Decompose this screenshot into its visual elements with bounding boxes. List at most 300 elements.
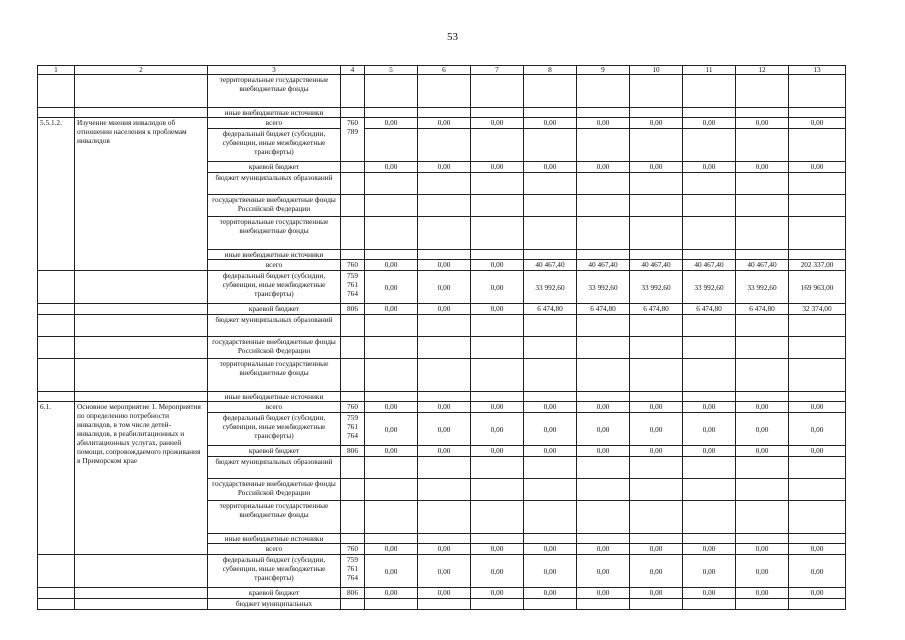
funding-source: федеральный бюджет (субсидии, субвенции, иные межбюджетные трансферты) [208, 413, 341, 446]
amount-cell [577, 75, 630, 108]
amount-cell [789, 173, 846, 195]
amount-cell [683, 457, 736, 479]
amount-cell [471, 75, 524, 108]
amount-cell [471, 457, 524, 479]
amount-cell: 0,00 [789, 555, 846, 588]
amount-cell [418, 392, 471, 402]
amount-cell: 0,00 [365, 544, 418, 555]
amount-cell [630, 534, 683, 544]
amount-cell: 6 474,80 [683, 304, 736, 315]
amount-cell: 0,00 [789, 544, 846, 555]
amount-cell [577, 173, 630, 195]
amount-cell [630, 173, 683, 195]
amount-cell: 0,00 [418, 446, 471, 457]
amount-cell [418, 217, 471, 250]
amount-cell: 0,00 [683, 544, 736, 555]
amount-cell [577, 129, 630, 162]
amount-cell: 0,00 [418, 555, 471, 588]
amount-cell: 0,00 [577, 544, 630, 555]
amount-cell [577, 392, 630, 402]
amount-cell [577, 315, 630, 337]
amount-cell [418, 599, 471, 610]
amount-cell [577, 337, 630, 359]
amount-cell [736, 501, 789, 534]
amount-cell: 0,00 [471, 555, 524, 588]
budget-code: 760 [341, 260, 365, 271]
amount-cell: 0,00 [365, 413, 418, 446]
table-row [38, 392, 846, 402]
amount-cell [630, 457, 683, 479]
table-row [38, 588, 846, 599]
item-number [38, 359, 75, 392]
amount-cell: 0,00 [365, 446, 418, 457]
amount-cell [736, 534, 789, 544]
amount-cell: 0,00 [418, 260, 471, 271]
budget-code [341, 173, 365, 195]
amount-cell [683, 315, 736, 337]
item-number [38, 271, 75, 304]
item-name [75, 108, 208, 118]
amount-cell [789, 457, 846, 479]
amount-cell [524, 534, 577, 544]
funding-source: государственные внебюджетные фонды Российской Федерации [208, 337, 341, 359]
amount-cell [630, 359, 683, 392]
amount-cell: 6 474,80 [630, 304, 683, 315]
funding-source: иные внебюджетные источники [208, 392, 341, 402]
funding-source: бюджет муниципальных образований [208, 315, 341, 337]
item-name [75, 304, 208, 315]
funding-source: территориальные государственные внебюджетные фонды [208, 75, 341, 108]
amount-cell [365, 392, 418, 402]
amount-cell [418, 359, 471, 392]
amount-cell [471, 217, 524, 250]
item-number [38, 315, 75, 337]
amount-cell: 0,00 [577, 402, 630, 413]
amount-cell [577, 250, 630, 260]
amount-cell [471, 501, 524, 534]
amount-cell: 33 992,60 [683, 271, 736, 304]
funding-source: краевой бюджет [208, 304, 341, 315]
amount-cell: 0,00 [630, 118, 683, 129]
amount-cell [789, 599, 846, 610]
amount-cell [471, 599, 524, 610]
amount-cell [630, 195, 683, 217]
amount-cell: 0,00 [789, 162, 846, 173]
amount-cell [577, 359, 630, 392]
amount-cell [736, 315, 789, 337]
amount-cell: 0,00 [789, 402, 846, 413]
funding-source: государственные внебюджетные фонды Российской Федерации [208, 195, 341, 217]
amount-cell [524, 195, 577, 217]
budget-code [341, 315, 365, 337]
amount-cell [418, 129, 471, 162]
amount-cell: 0,00 [471, 588, 524, 599]
amount-cell [524, 457, 577, 479]
funding-source: федеральный бюджет (субсидии, субвенции, иные межбюджетные трансферты) [208, 555, 341, 588]
item-number [38, 588, 75, 599]
amount-cell [524, 359, 577, 392]
table-row [38, 304, 846, 315]
amount-cell: 0,00 [577, 162, 630, 173]
table-row [38, 402, 846, 413]
budget-code: 759 761 764 [341, 555, 365, 588]
amount-cell: 0,00 [736, 555, 789, 588]
budget-code [341, 337, 365, 359]
amount-cell [524, 315, 577, 337]
amount-cell: 0,00 [524, 555, 577, 588]
amount-cell: 0,00 [577, 118, 630, 129]
amount-cell: 0,00 [418, 588, 471, 599]
amount-cell [365, 359, 418, 392]
amount-cell: 0,00 [418, 271, 471, 304]
amount-cell: 0,00 [683, 162, 736, 173]
amount-cell [418, 479, 471, 501]
amount-cell: 0,00 [630, 555, 683, 588]
item-number [38, 108, 75, 118]
item-name [75, 271, 208, 304]
funding-source: краевой бюджет [208, 588, 341, 599]
item-number [38, 555, 75, 588]
amount-cell [736, 217, 789, 250]
amount-cell [789, 75, 846, 108]
amount-cell: 0,00 [736, 544, 789, 555]
amount-cell [577, 108, 630, 118]
header-cell-13: 13 [789, 66, 846, 75]
amount-cell [789, 217, 846, 250]
amount-cell: 0,00 [789, 588, 846, 599]
amount-cell: 0,00 [736, 413, 789, 446]
amount-cell: 0,00 [736, 588, 789, 599]
funding-source: территориальные государственные внебюджетные фонды [208, 217, 341, 250]
header-cell-6: 6 [418, 66, 471, 75]
amount-cell: 0,00 [471, 446, 524, 457]
amount-cell [365, 250, 418, 260]
amount-cell [683, 195, 736, 217]
budget-code: 759 761 764 [341, 271, 365, 304]
funding-source: всего [208, 118, 341, 129]
amount-cell [736, 359, 789, 392]
amount-cell [418, 457, 471, 479]
amount-cell [365, 501, 418, 534]
amount-cell [736, 392, 789, 402]
amount-cell [418, 75, 471, 108]
amount-cell [418, 501, 471, 534]
funding-source: иные внебюджетные источники [208, 250, 341, 260]
amount-cell [471, 250, 524, 260]
amount-cell [524, 75, 577, 108]
amount-cell [524, 599, 577, 610]
amount-cell: 0,00 [471, 271, 524, 304]
amount-cell [471, 534, 524, 544]
amount-cell: 0,00 [630, 446, 683, 457]
amount-cell [418, 534, 471, 544]
budget-code [341, 534, 365, 544]
amount-cell [365, 337, 418, 359]
budget-code [341, 195, 365, 217]
amount-cell [683, 217, 736, 250]
amount-cell [736, 129, 789, 162]
budget-code: 806 [341, 304, 365, 315]
amount-cell: 6 474,80 [524, 304, 577, 315]
budget-code [341, 359, 365, 392]
amount-cell: 0,00 [365, 271, 418, 304]
amount-cell: 0,00 [683, 413, 736, 446]
amount-cell [683, 75, 736, 108]
funding-source: федеральный бюджет (субсидии, субвенции, иные межбюджетные трансферты) [208, 129, 341, 162]
funding-source: иные внебюджетные источники [208, 534, 341, 544]
table-row [38, 555, 846, 588]
table-row [38, 337, 846, 359]
amount-cell [418, 315, 471, 337]
item-number [38, 392, 75, 402]
budget-code [341, 217, 365, 250]
amount-cell [789, 108, 846, 118]
header-cell-8: 8 [524, 66, 577, 75]
amount-cell: 0,00 [683, 446, 736, 457]
amount-cell [683, 534, 736, 544]
budget-code [341, 108, 365, 118]
amount-cell: 40 467,40 [683, 260, 736, 271]
amount-cell: 40 467,40 [630, 260, 683, 271]
amount-cell: 0,00 [365, 260, 418, 271]
amount-cell: 0,00 [418, 118, 471, 129]
amount-cell [365, 75, 418, 108]
amount-cell: 202 337,00 [789, 260, 846, 271]
amount-cell [577, 599, 630, 610]
amount-cell: 0,00 [524, 446, 577, 457]
amount-cell [524, 173, 577, 195]
amount-cell [736, 457, 789, 479]
amount-cell [683, 108, 736, 118]
item-name [75, 599, 208, 610]
amount-cell [471, 359, 524, 392]
amount-cell [789, 129, 846, 162]
budget-code: 760 [341, 544, 365, 555]
amount-cell [736, 75, 789, 108]
amount-cell [471, 108, 524, 118]
amount-cell [471, 129, 524, 162]
amount-cell: 0,00 [418, 402, 471, 413]
amount-cell [577, 195, 630, 217]
amount-cell [683, 359, 736, 392]
funding-source: иные внебюджетные источники [208, 108, 341, 118]
item-name: Основное мероприятие 1. Мероприятия по определению потребности инвалидов, в том числе детей-инвалидов, в реабилитационных и абилитационных услугах, ранней помощи, сопровождаемого проживания в Приморском крае [75, 402, 208, 555]
amount-cell [630, 501, 683, 534]
budget-code: 759 761 764 [341, 413, 365, 446]
amount-cell [365, 129, 418, 162]
funding-source: бюджет муниципальных [208, 599, 341, 610]
amount-cell [365, 217, 418, 250]
amount-cell [365, 108, 418, 118]
amount-cell [789, 534, 846, 544]
amount-cell [471, 315, 524, 337]
budget-code: 760 [341, 402, 365, 413]
item-number [38, 337, 75, 359]
amount-cell: 40 467,40 [577, 260, 630, 271]
amount-cell [789, 337, 846, 359]
table-row [38, 108, 846, 118]
item-name [75, 588, 208, 599]
amount-cell: 0,00 [471, 260, 524, 271]
amount-cell [630, 315, 683, 337]
amount-cell: 0,00 [683, 588, 736, 599]
amount-cell: 0,00 [471, 304, 524, 315]
amount-cell [577, 501, 630, 534]
amount-cell: 0,00 [683, 118, 736, 129]
budget-code: 806 [341, 446, 365, 457]
table-row [38, 271, 846, 304]
amount-cell [683, 479, 736, 501]
funding-source: территориальные государственные внебюджетные фонды [208, 359, 341, 392]
amount-cell: 40 467,40 [736, 260, 789, 271]
amount-cell [736, 195, 789, 217]
amount-cell [577, 457, 630, 479]
amount-cell: 0,00 [736, 162, 789, 173]
amount-cell: 0,00 [471, 118, 524, 129]
amount-cell [471, 195, 524, 217]
amount-cell [577, 534, 630, 544]
budget-code [341, 599, 365, 610]
amount-cell: 0,00 [736, 118, 789, 129]
amount-cell: 0,00 [418, 162, 471, 173]
funding-source: бюджет муниципальных образований [208, 457, 341, 479]
amount-cell [630, 129, 683, 162]
item-number [38, 304, 75, 315]
funding-source: всего [208, 260, 341, 271]
amount-cell [683, 501, 736, 534]
amount-cell: 0,00 [683, 402, 736, 413]
header-cell-11: 11 [683, 66, 736, 75]
funding-source: федеральный бюджет (субсидии, субвенции, иные межбюджетные трансферты) [208, 271, 341, 304]
amount-cell [683, 129, 736, 162]
amount-cell [365, 315, 418, 337]
amount-cell [365, 599, 418, 610]
header-cell-1: 1 [38, 66, 75, 75]
amount-cell: 169 963,00 [789, 271, 846, 304]
amount-cell: 0,00 [365, 304, 418, 315]
item-number [38, 75, 75, 108]
item-number: 6.1. [38, 402, 75, 555]
amount-cell: 0,00 [418, 304, 471, 315]
amount-cell [577, 217, 630, 250]
item-name: Изучение мнения инвалидов об отношении населения к проблемам инвалидов [75, 118, 208, 271]
amount-cell [471, 392, 524, 402]
amount-cell [418, 250, 471, 260]
amount-cell [630, 217, 683, 250]
amount-cell [683, 599, 736, 610]
amount-cell [683, 173, 736, 195]
amount-cell: 0,00 [418, 413, 471, 446]
amount-cell [418, 173, 471, 195]
amount-cell [630, 479, 683, 501]
item-name [75, 315, 208, 337]
amount-cell [524, 337, 577, 359]
amount-cell [365, 173, 418, 195]
amount-cell: 40 467,40 [524, 260, 577, 271]
amount-cell: 0,00 [524, 413, 577, 446]
budget-code [341, 162, 365, 173]
header-cell-2: 2 [75, 66, 208, 75]
amount-cell [683, 337, 736, 359]
budget-code [341, 501, 365, 534]
amount-cell: 33 992,60 [630, 271, 683, 304]
amount-cell [524, 250, 577, 260]
amount-cell: 0,00 [524, 402, 577, 413]
amount-cell: 33 992,60 [524, 271, 577, 304]
amount-cell [789, 250, 846, 260]
amount-cell [736, 337, 789, 359]
amount-cell [471, 337, 524, 359]
amount-cell: 0,00 [577, 413, 630, 446]
amount-cell: 0,00 [630, 544, 683, 555]
table-row [38, 359, 846, 392]
page-number: 53 [447, 31, 458, 43]
item-name [75, 392, 208, 402]
budget-code: 760 789 [341, 118, 365, 162]
amount-cell: 0,00 [365, 588, 418, 599]
amount-cell: 0,00 [471, 544, 524, 555]
amount-cell: 0,00 [577, 588, 630, 599]
amount-cell [736, 250, 789, 260]
item-name [75, 337, 208, 359]
amount-cell: 0,00 [630, 413, 683, 446]
amount-cell [418, 195, 471, 217]
amount-cell [683, 392, 736, 402]
budget-code [341, 392, 365, 402]
budget-code [341, 250, 365, 260]
amount-cell: 0,00 [524, 162, 577, 173]
header-cell-4: 4 [341, 66, 365, 75]
header-cell-7: 7 [471, 66, 524, 75]
amount-cell: 0,00 [630, 162, 683, 173]
amount-cell [365, 195, 418, 217]
amount-cell [789, 315, 846, 337]
amount-cell [630, 392, 683, 402]
amount-cell [789, 359, 846, 392]
amount-cell: 32 374,00 [789, 304, 846, 315]
funding-source: краевой бюджет [208, 446, 341, 457]
amount-cell [524, 217, 577, 250]
budget-code [341, 75, 365, 108]
amount-cell: 6 474,80 [577, 304, 630, 315]
funding-source: территориальные государственные внебюджетные фонды [208, 501, 341, 534]
amount-cell: 0,00 [683, 555, 736, 588]
amount-cell [365, 479, 418, 501]
amount-cell: 33 992,60 [577, 271, 630, 304]
amount-cell [524, 129, 577, 162]
budget-table [37, 65, 846, 610]
amount-cell: 0,00 [365, 555, 418, 588]
header-cell-9: 9 [577, 66, 630, 75]
funding-source: краевой бюджет [208, 162, 341, 173]
amount-cell: 0,00 [365, 118, 418, 129]
amount-cell [365, 534, 418, 544]
amount-cell [736, 173, 789, 195]
header-cell-12: 12 [736, 66, 789, 75]
amount-cell [418, 337, 471, 359]
funding-source: государственные внебюджетные фонды Российской Федерации [208, 479, 341, 501]
amount-cell: 0,00 [577, 555, 630, 588]
amount-cell [418, 108, 471, 118]
table-row [38, 599, 846, 610]
amount-cell [789, 479, 846, 501]
amount-cell: 0,00 [365, 162, 418, 173]
header-cell-10: 10 [630, 66, 683, 75]
amount-cell: 0,00 [524, 544, 577, 555]
amount-cell [736, 479, 789, 501]
amount-cell: 33 992,60 [736, 271, 789, 304]
budget-code [341, 479, 365, 501]
